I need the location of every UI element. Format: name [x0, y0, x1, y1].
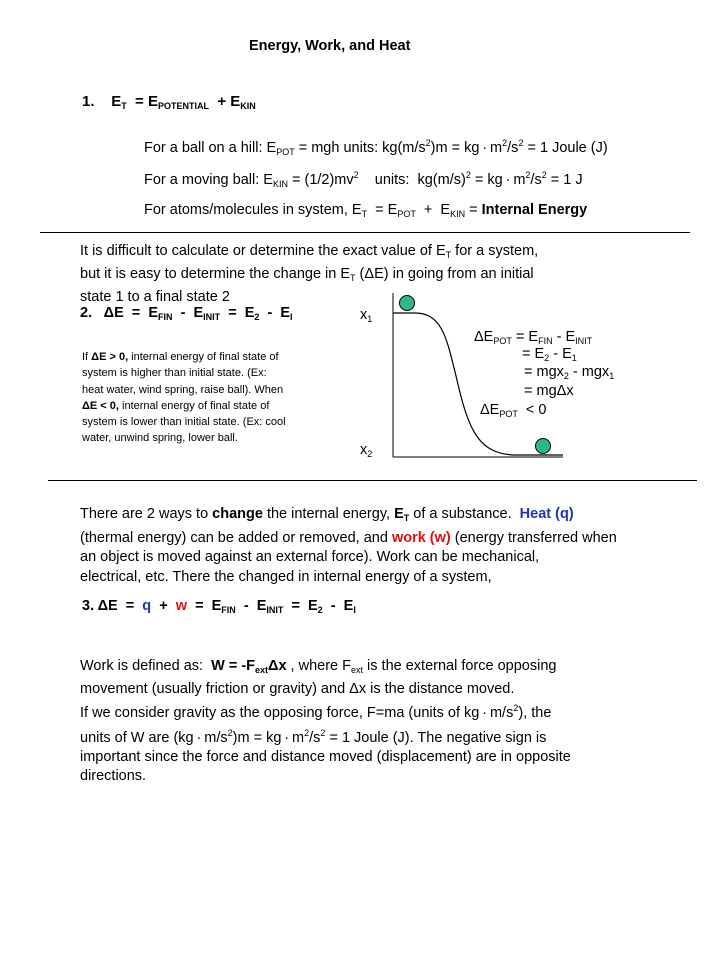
paragraph-3: Work is defined as: $W = -F_{ext}\Delta x$ , where $F_{ext}$ is the external force opposing movement (usually friction or gravity) and Δx is the distance moved. If we consider gravity as the opposing force, F=ma (units of kg · $m/s^2$), the units of W are $(kg \cdot m/s^2)m$ = kg · $m^2/s^2 = 1$ Joule (J). The negative sign is important since the force and distance moved (displacement) are in opposite directions. [80, 658, 571, 785]
moving-line: For a moving ball: $E_{KIN} = (1/2)mv^2$ units: $kg(m/s)^2$ = kg · $m^2/s^2 = 1$ J [144, 170, 583, 189]
x1-label: $x_1$ [360, 307, 373, 324]
hill-line: For a ball on a hill: $E_{POT}$ = mgh units: $kg(m/s^2)m$ = kg · $m^2/s^2 = 1$ Joule (J) [144, 138, 608, 157]
paragraph-2: There are 2 ways to change the internal energy, $E_T$ of a substance. Heat (q) (thermal energy) can be added or removed, and work (w) (energy transferred when an object is moved against an external force). Work can be mechanical, electrical, etc. There the changed in internal energy of a system, [80, 506, 617, 585]
page-title: Energy, Work, and Heat [249, 38, 411, 54]
deriv-row-2: = $E_2 - E_1$ [522, 346, 577, 363]
equation-3: 3. $\Delta E = q + w = E_{FIN} - E_{INIT} = E_2 - E_I$ [82, 598, 356, 615]
deriv-row-1: $\Delta E_{POT} = E_{FIN} - E_{INIT}$ [474, 329, 593, 346]
x2-label: $x_2$ [360, 442, 373, 459]
atoms-line: For atoms/molecules in system, $E_T = E_{POT} + E_{KIN}$ = Internal Energy [144, 202, 588, 219]
deriv-row-4: = mgΔx [524, 383, 574, 399]
equation-1: 1. $E_T = E_{POTENTIAL} + E_{KIN}$ [82, 93, 256, 111]
divider-1 [40, 232, 690, 233]
deriv-row-3: = mgx$_2$ - mgx$_1$ [524, 364, 615, 381]
deriv-row-5: $\Delta E_{POT} < 0$ [480, 402, 547, 419]
equation-2: 2. $\Delta E = E_{FIN} - E_{INIT} = E_2 - E_I$ [80, 305, 293, 322]
energy-note: If ΔE > 0, internal energy of final state of system is higher than initial state. (Ex: heat water, wind spring, raise ball). When ΔE < 0, internal energy of final state of system is lower than initial state. (Ex: cool water, unwind spring, lower ball. [82, 351, 286, 445]
ball-bottom [536, 439, 551, 454]
paragraph-1: It is difficult to calculate or determine the exact value of $E_T$ for a system, but it is easy to determine the change in $E_T$ (ΔE) in going from an initial state 1 to a final state 2 [80, 243, 539, 305]
ball-top [400, 296, 415, 311]
divider-2 [48, 480, 697, 481]
